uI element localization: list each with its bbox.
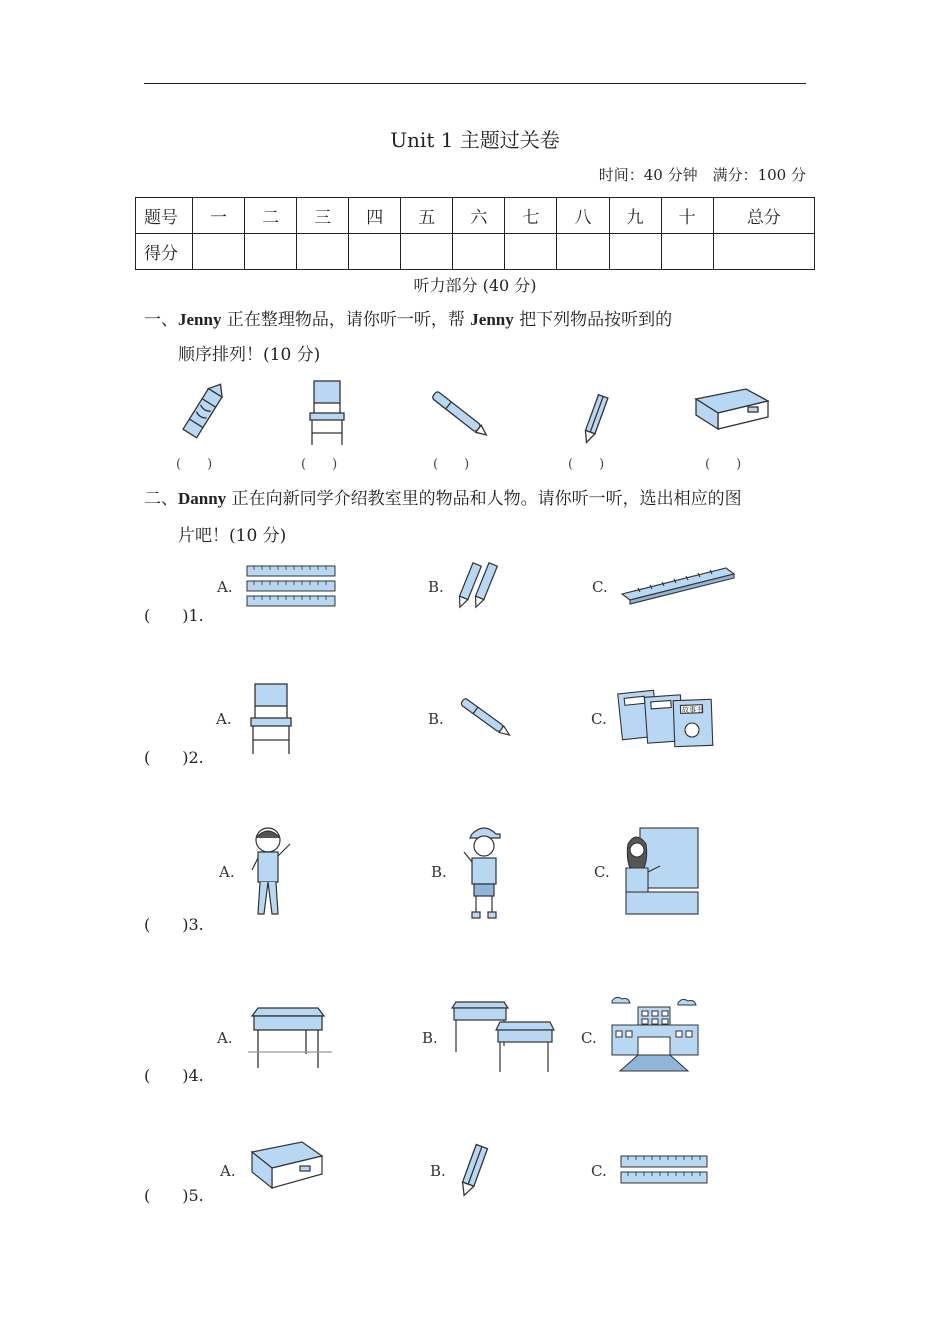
score-input-cell[interactable] bbox=[713, 234, 814, 270]
option-c-label[interactable]: C. bbox=[591, 1162, 607, 1180]
table-row bbox=[136, 234, 815, 270]
score-input-cell[interactable] bbox=[609, 234, 661, 270]
two-pencils-icon bbox=[455, 561, 501, 611]
question-number[interactable]: ( )4. bbox=[144, 1066, 204, 1085]
q2-instruction-line2: 片吧！(10 分) bbox=[178, 526, 287, 546]
page-title: Unit 1 主题过关卷 bbox=[390, 128, 560, 152]
q1-text: 把下列物品按听到的 bbox=[513, 310, 673, 330]
option-a-label[interactable]: A. bbox=[217, 578, 233, 596]
table-cell: 四 bbox=[349, 198, 401, 234]
storybooks-icon bbox=[616, 688, 720, 750]
q1-name: Jenny bbox=[178, 310, 222, 329]
school-icon bbox=[608, 995, 700, 1073]
table-row bbox=[136, 198, 815, 234]
option-c-label[interactable]: C. bbox=[594, 863, 610, 881]
book-title: 故事书 bbox=[682, 706, 703, 714]
option-a-label[interactable]: A. bbox=[216, 710, 232, 728]
score-input-cell[interactable] bbox=[401, 234, 453, 270]
score-table bbox=[135, 197, 815, 270]
crayon-icon bbox=[176, 381, 228, 447]
score-input-cell[interactable] bbox=[453, 234, 505, 270]
ruler-icon bbox=[620, 566, 736, 606]
q2-prefix: 二、 bbox=[144, 489, 178, 509]
table-cell: 十 bbox=[661, 198, 713, 234]
question-number[interactable]: ( )5. bbox=[144, 1186, 204, 1205]
table-cell: 总分 bbox=[713, 198, 814, 234]
question-number[interactable]: ( )2. bbox=[144, 748, 204, 767]
option-c-label[interactable]: C. bbox=[592, 578, 608, 596]
q1-text: 正在整理物品，请你听一听，帮 bbox=[221, 310, 471, 330]
table-cell: 题号 bbox=[136, 198, 193, 234]
table-cell: 五 bbox=[401, 198, 453, 234]
chair-icon bbox=[247, 682, 295, 756]
girl-icon bbox=[246, 822, 298, 922]
answer-blank[interactable]: ( ) bbox=[433, 457, 470, 472]
two-desks-icon bbox=[450, 1000, 556, 1074]
table-cell: 一 bbox=[193, 198, 245, 234]
q2-instruction bbox=[144, 489, 742, 509]
score-input-cell[interactable] bbox=[245, 234, 297, 270]
q1-instruction-line2: 顺序排列！(10 分) bbox=[178, 345, 321, 365]
chair-icon bbox=[306, 379, 348, 447]
q1-name: Jenny bbox=[470, 310, 514, 329]
header-rule bbox=[144, 83, 806, 84]
score-input-cell[interactable] bbox=[193, 234, 245, 270]
table-cell: 九 bbox=[609, 198, 661, 234]
score-input-cell[interactable] bbox=[349, 234, 401, 270]
table-cell: 三 bbox=[297, 198, 349, 234]
pencil-box-icon bbox=[690, 385, 772, 443]
q1-instruction bbox=[144, 310, 672, 330]
three-rulers-icon bbox=[246, 565, 336, 607]
score-input-cell[interactable] bbox=[661, 234, 713, 270]
pencil-icon bbox=[580, 393, 610, 445]
question-number[interactable]: ( )3. bbox=[144, 915, 204, 934]
table-cell: 八 bbox=[557, 198, 609, 234]
time-score-info: 时间：40 分钟 满分：100 分 bbox=[598, 166, 806, 184]
option-a-label[interactable]: A. bbox=[219, 863, 235, 881]
teacher-icon bbox=[620, 828, 700, 916]
table-cell: 六 bbox=[453, 198, 505, 234]
option-c-label[interactable]: C. bbox=[591, 710, 607, 728]
q1-prefix: 一、 bbox=[144, 310, 178, 330]
answer-blank[interactable]: ( ) bbox=[705, 457, 742, 472]
question-number[interactable]: ( )1. bbox=[144, 606, 204, 625]
answer-blank[interactable]: ( ) bbox=[176, 457, 213, 472]
table-cell: 得分 bbox=[136, 234, 193, 270]
boy-icon bbox=[460, 822, 510, 922]
answer-blank[interactable]: ( ) bbox=[568, 457, 605, 472]
option-b-label[interactable]: B. bbox=[428, 710, 444, 728]
score-input-cell[interactable] bbox=[297, 234, 349, 270]
pencil-box-icon bbox=[248, 1140, 328, 1198]
pen-icon bbox=[455, 692, 517, 744]
pencil-icon bbox=[456, 1143, 490, 1199]
table-cell: 七 bbox=[505, 198, 557, 234]
option-c-label[interactable]: C. bbox=[581, 1029, 597, 1047]
option-b-label[interactable]: B. bbox=[422, 1029, 438, 1047]
option-b-label[interactable]: B. bbox=[428, 578, 444, 596]
desk-icon bbox=[248, 1006, 332, 1070]
q2-name: Danny bbox=[178, 489, 227, 508]
answer-blank[interactable]: ( ) bbox=[301, 457, 338, 472]
option-a-label[interactable]: A. bbox=[217, 1029, 233, 1047]
two-rulers-icon bbox=[620, 1155, 708, 1185]
score-input-cell[interactable] bbox=[557, 234, 609, 270]
table-cell: 二 bbox=[245, 198, 297, 234]
option-a-label[interactable]: A. bbox=[220, 1162, 236, 1180]
score-input-cell[interactable] bbox=[505, 234, 557, 270]
option-b-label[interactable]: B. bbox=[431, 863, 447, 881]
pen-icon bbox=[425, 385, 495, 445]
q2-text: 正在向新同学介绍教室里的物品和人物。请你听一听，选出相应的图 bbox=[226, 489, 742, 509]
option-b-label[interactable]: B. bbox=[430, 1162, 446, 1180]
listening-section-header: 听力部分 (40 分) bbox=[413, 276, 537, 295]
